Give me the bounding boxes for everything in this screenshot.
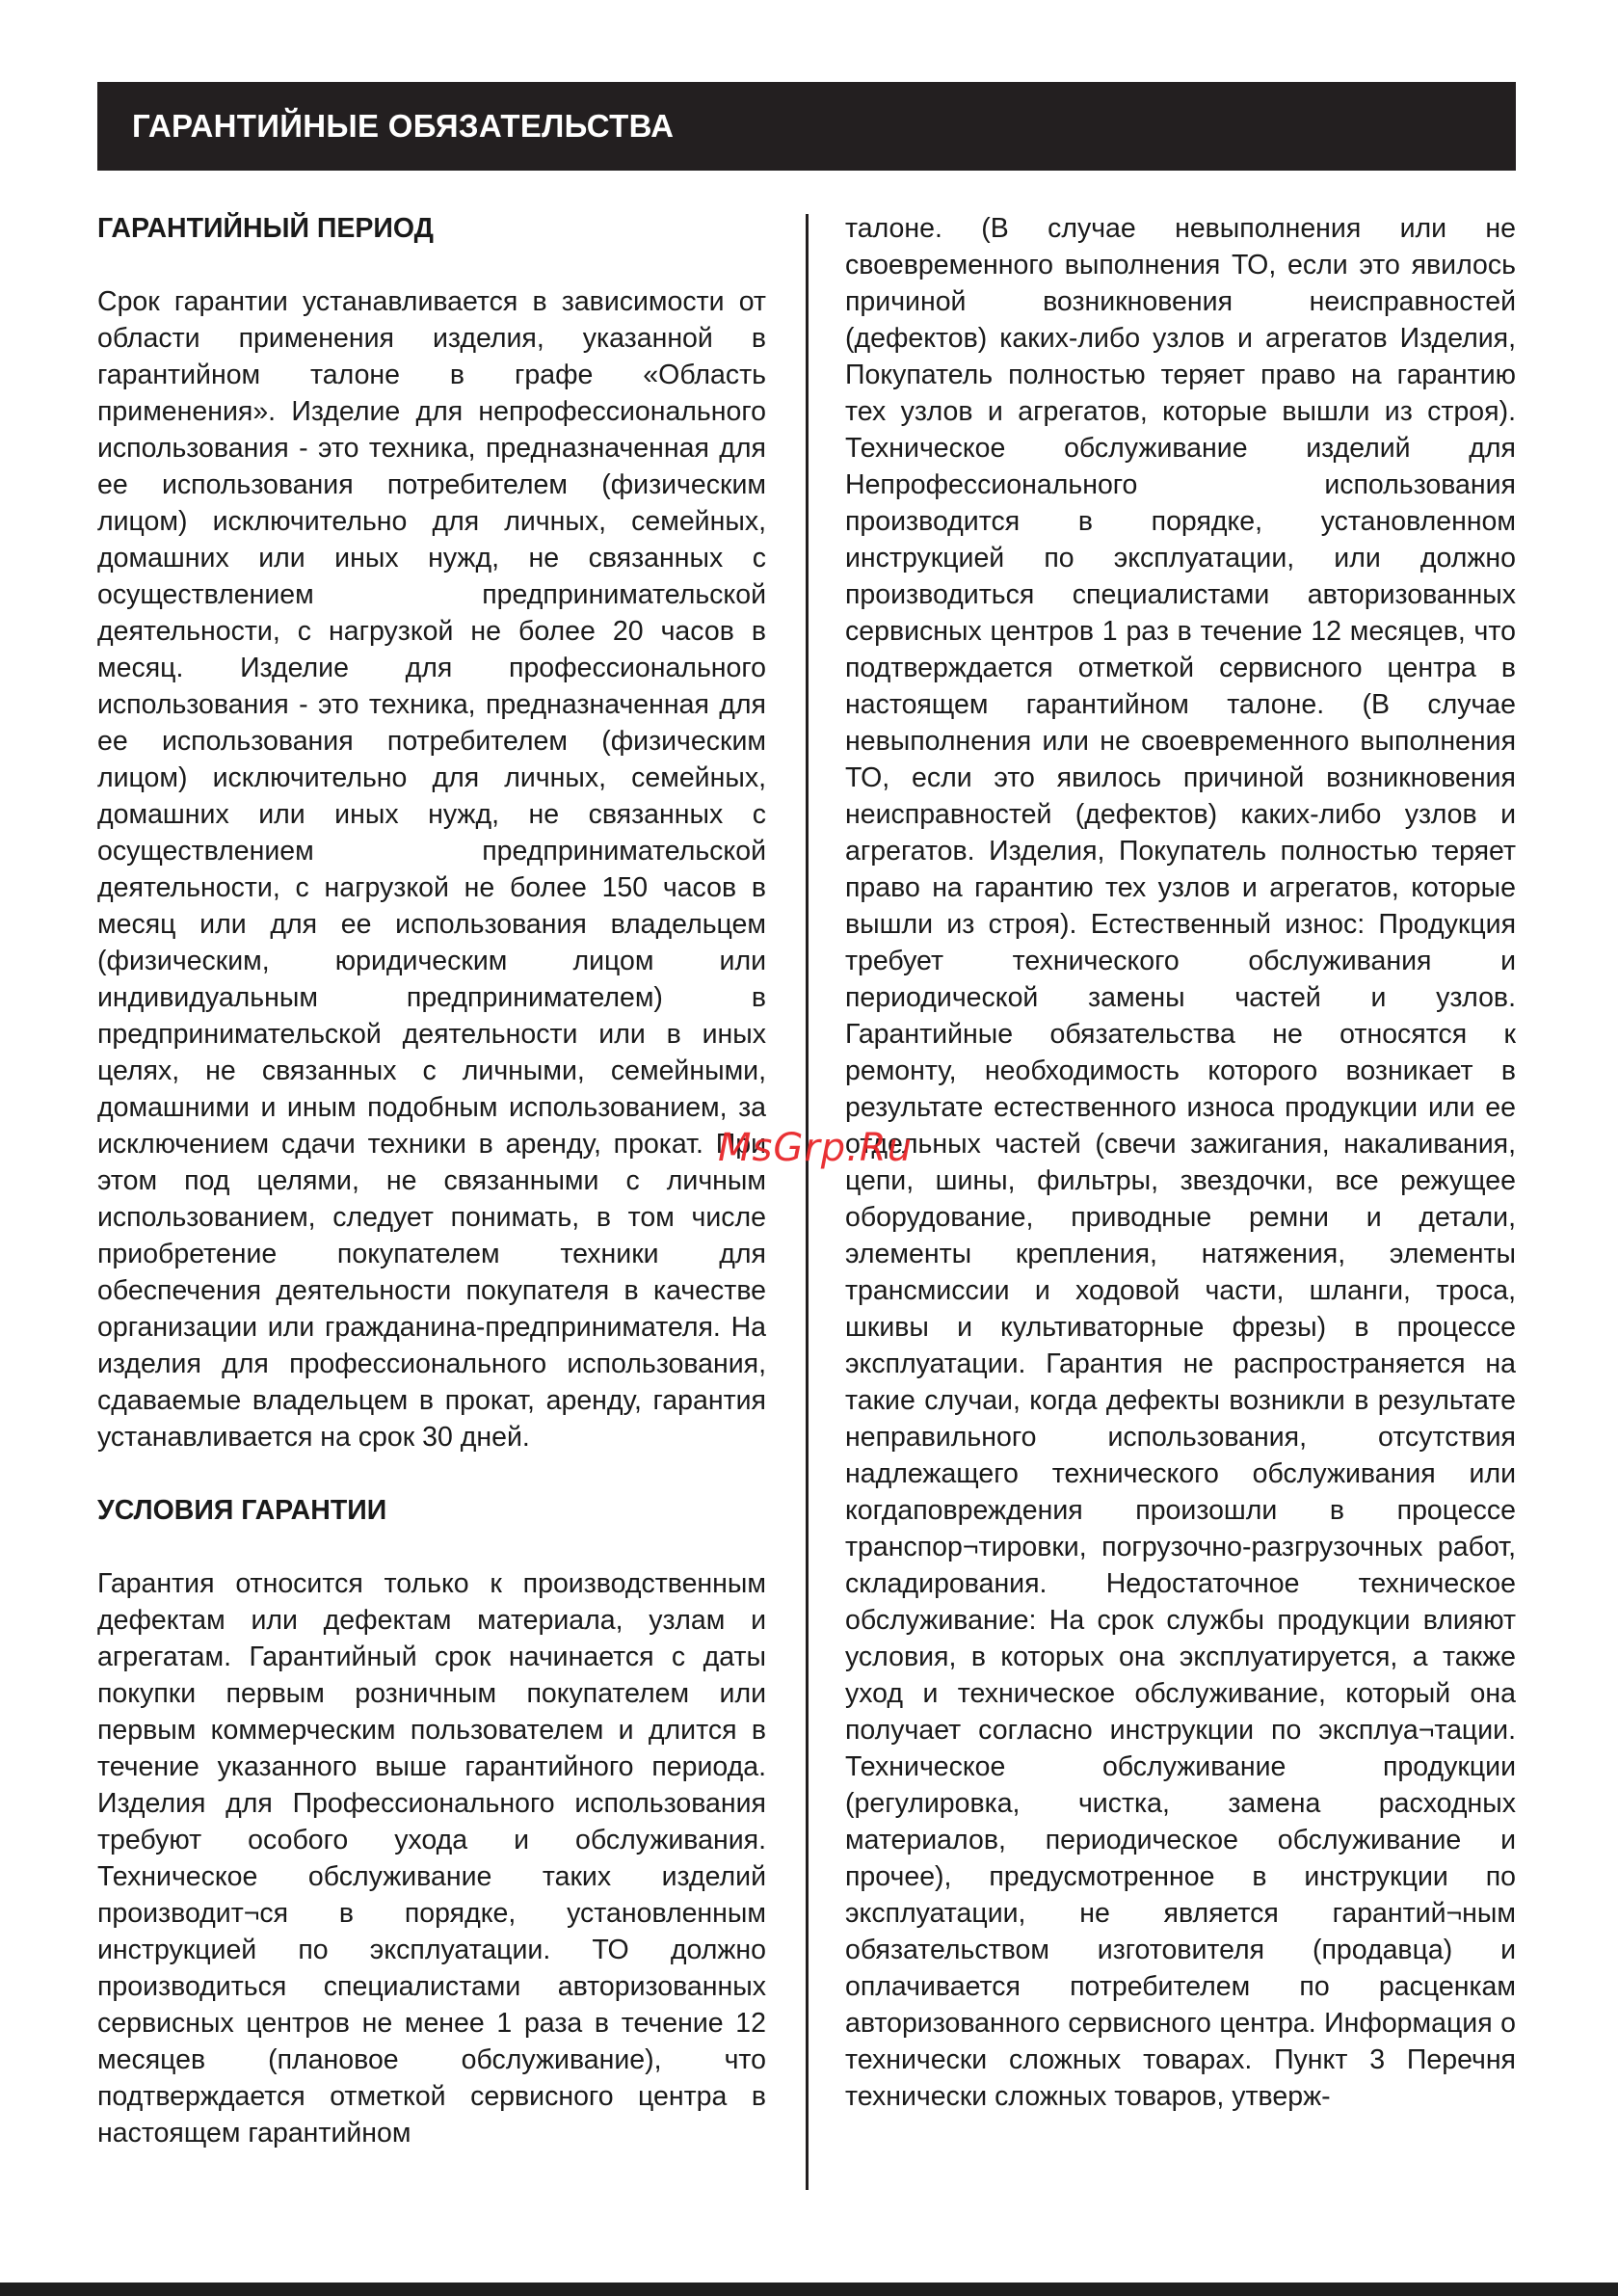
- watermark-logo: MsGrp.Ru: [718, 1126, 914, 1170]
- warranty-conditions-continued-text: талоне. (В случае невыполнения или не своевременного выполнения ТО, если это явилось причиной возникновения неисправностей (дефектов) каких-либо узлов и агрегатов Изделия, Покупатель полностью теряет право на гарантию тех узлов и агрегатов, которые вышли из строя). Техническое обслуживание изделий для Непрофессионального использования производится в порядке, установленном инструкцией по эксплуатации, или должно производиться специалистами авторизованных сервисных центров 1 раз в течение 12 месяцев, что подтверждается отметкой сервисного центра в настоящем гарантийном талоне. (В случае невыполнения или не своевременного выполнения ТО, если это явилось причиной возникновения неисправностей (дефектов) каких-либо узлов и агрегатов. Изделия, Покупатель полностью теряет право на гарантию тех узлов и агрегатов, которые вышли из строя). Естественный износ: Продукция требует технического обслуживания и периодической замены частей и узлов. Гарантийные обязательства не относятся к ремонту, необходимость которого возникает в результате естественного износа продукции или ее отдельных частей (свечи зажигания, накаливания, цепи, шины, фильтры, звездочки, все режущее оборудование, приводные ремни и детали, элементы крепления, натяжения, элементы трансмиссии и ходовой части, шланги, троса, шкивы и культиваторные фрезы) в процессе эксплуатации. Гарантия не распространяется на такие случаи, когда дефекты возникли в результате неправильного использования, отсутствия надлежащего технического обслуживания или когдаповреждения произошли в процессе транспор¬тировки, погрузочно-разгрузочных работ, складирования. Недостаточное техническое обслуживание: На срок службы продукции влияют условия, в которых она эксплуатируется, а также уход и техническое обслуживание, который она получает согласно инструкции по эксплуа¬тации. Техническое обслуживание продукции (регулировка, чистка, замена расходных материалов, периодическое обслуживание и прочее), предусмотренное в инструкции по эксплуатации, не является гарантий¬ным обязательством изготовителя (продавца) и оплачивается потребителем по расценкам авторизованного сервисного центра. Информация о технически сложных товарах. Пункт 3 Перечня технически сложных товаров, утверж-: [845, 213, 1516, 2112]
- warranty-conditions-text: Гарантия относится только к производственным дефектам или дефектам материала, узлам и агрегатам. Гарантийный срок начинается с даты покупки первым розничным покупателем или первым коммерческим пользователем и длится в течение указанного выше гарантийного периода. Изделия для Профессионального использования требуют особого ухода и обслуживания. Техническое обслуживание таких изделий производит¬ся в порядке, установленным инструкцией по эксплуатации. ТО должно производиться специалистами авторизованных сервисных центров не менее 1 раза в течение 12 месяцев (плановое обслуживание), что подтверждается отметкой сервисного центра в настоящем гарантийном: [97, 1568, 766, 2149]
- section-spacer: [97, 1455, 766, 1492]
- section-header-bar: [97, 82, 1516, 171]
- warranty-period-heading: ГАРАНТИЙНЫЙ ПЕРИОД: [97, 213, 434, 244]
- left-column: [97, 210, 766, 2151]
- right-column: [845, 210, 1516, 2115]
- warranty-period-text: Срок гарантии устанавливается в зависимости от области применения изделия, указанной в гарантийном талоне в графе «Область применения». Изделие для непрофессионального использования - это техника, предназначенная для ее использования потребителем (физическим лицом) исключительно для личных, семейных, домашних или иных нужд, не связанных с осуществлением предпринимательской деятельности, с нагрузкой не более 20 часов в месяц. Изделие для профессионального использования - это техника, предназначенная для ее использования потребителем (физическим лицом) исключительно для личных, семейных, домашних или иных нужд, не связанных с осуществлением предпринимательской деятельности, с нагрузкой не более 150 часов в месяц или для ее использования владельцем (физическим, юридическим лицом или индивидуальным предпринимателем) в предпринимательской деятельности или в иных целях, не связанных с личными, семейными, домашними и иным подобным использованием, за исключением сдачи техники в аренду, прокат. При этом под целями, не связанными с личным использованием, следует понимать, в том числе приобретение покупателем техники для обеспечения деятельности покупателя в качестве организации или гражданина-предпринимателя. На изделия для профессионального использования, сдаваемые владельцем в прокат, аренду, гарантия устанавливается на срок 30 дней.: [97, 286, 766, 1453]
- page-title: ГАРАНТИЙНЫЕ ОБЯЗАТЕЛЬСТВА: [132, 108, 675, 144]
- warranty-conditions-heading: УСЛОВИЯ ГАРАНТИИ: [97, 1495, 387, 1526]
- column-divider: [806, 214, 809, 2190]
- page-bottom-edge: [0, 2283, 1618, 2296]
